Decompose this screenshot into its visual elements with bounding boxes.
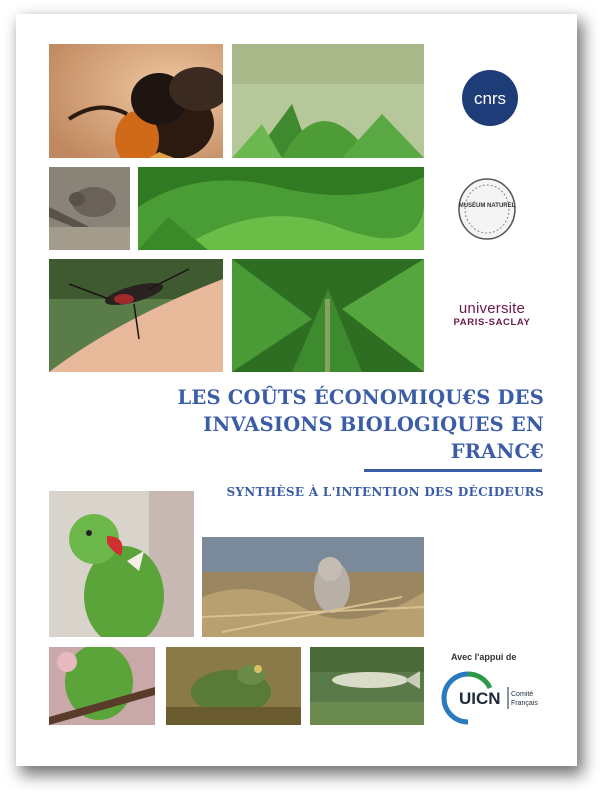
universite-wordmark: universite [458, 300, 526, 317]
support-label: Avec l'appui de [451, 652, 517, 662]
uicn-logo [440, 668, 542, 726]
museum-logo [458, 178, 516, 240]
uicn-comite-text: Comité [511, 691, 534, 698]
mink-photo [202, 537, 424, 637]
ragweed-leaf-photo [138, 167, 424, 250]
title-divider [364, 469, 542, 472]
cnrs-logo [461, 69, 519, 127]
fish-photo [310, 647, 424, 725]
paris-saclay-wordmark: PARIS-SACLAY [453, 317, 531, 328]
museum-logo-text: MUSÉUM NATUREL [458, 203, 516, 209]
ragweed-photo [232, 44, 424, 158]
cover-title-line2: INVASIONS BIOLOGIQUES EN FRANC€ [203, 413, 544, 463]
hornet-photo [49, 44, 223, 158]
cnrs-logo-text: cnrs [473, 89, 507, 108]
cover-title [120, 384, 544, 465]
cover-title-line1: LES COÛTS ÉCONOMIQU€S DES [177, 386, 544, 409]
parakeet-photo [49, 491, 194, 637]
cover-subtitle: SYNTHÈSE À L'INTENTION DES DÉCIDEURS [226, 485, 544, 499]
parakeet-perch-photo [49, 647, 155, 725]
universite-paris-saclay-logo [442, 300, 542, 334]
uicn-francais-text: Français [511, 700, 538, 707]
mosquito-photo [49, 259, 223, 372]
bullfrog-photo [166, 647, 301, 725]
uicn-wordmark: UICN [459, 689, 501, 708]
ragweed-plant-photo [232, 259, 424, 372]
rodent-photo [49, 167, 130, 250]
